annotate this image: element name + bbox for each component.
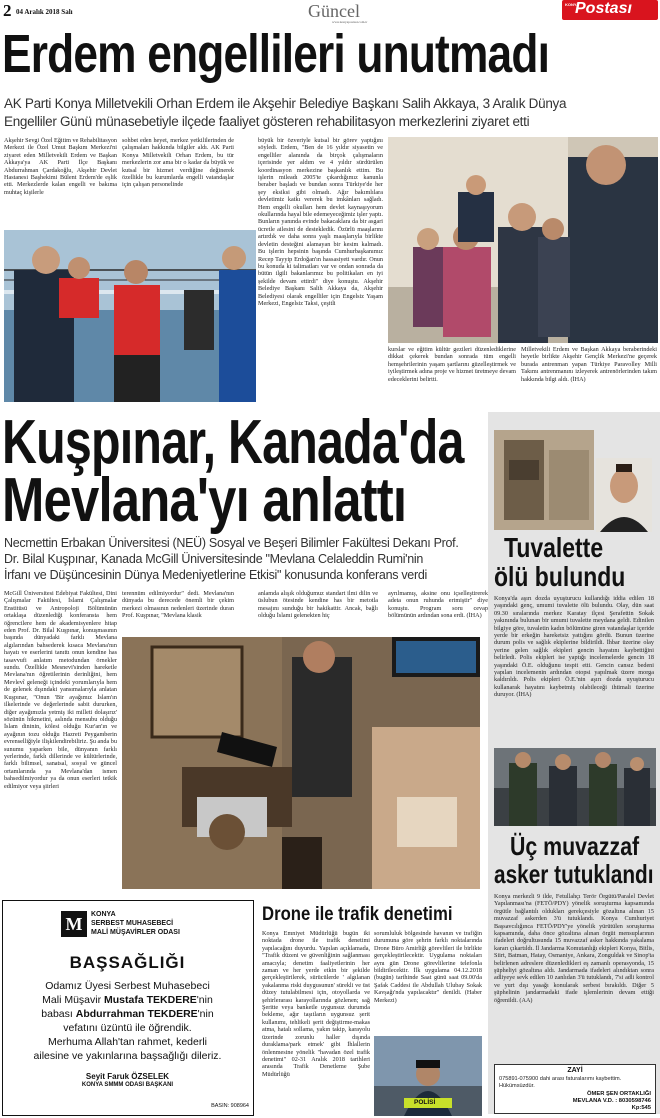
page-header xyxy=(0,0,660,22)
condolence-signer-title: KONYA SMMM ODASI BAŞKANI xyxy=(81,1082,174,1088)
zayi-company: ÖMER ŞEN ORTAKLIĞI xyxy=(587,1091,651,1097)
smmm-logo: M xyxy=(61,911,87,937)
article2-col1: McGill Üniversitesi Edebiyat Fakültesi, Dini Çalışmalar Fakültesi, İslami Çalışmalar Enstitüsü ve Antropoloji Bölümünün ortaklaşa düzenlediği konferansta hem öğrencilere hem de akademisyenlere hitap eden Prof. Dr. Bilal Kuşpınar, konuşmasının başında dünyadaki farklı Mevlana algılarından bahsederek kısaca Mevlana'nın hayatı ve eserlerini tanıttı onun kendine has tasavvufi anlatım metodundan örnekler sundu. Özellikle Mesnevi'sinden hareketle Mevlana'nın öğretilerinin derinliğini, hem Mevlevî geleneği içindeki yorumlarıyla hem de gelenek dışındaki yansımalarıyla anlatan Kuşpınar, "Onun 'Bir ayağımız İslam'ın ilkelerinde ve değerlerinde sabit dururken, diğer ayağımızla yetmiş iki milleti dolaşırız' sözünün hikmetini, aslında mensubu olduğu İslam dininin, kölesi olduğu Kur'an'ın ve ayağının tozu olduğu Hazreti Peygamberin evrenselliğiyle ilişkilendirebiliriz. Şu anda bu sunumu yaparken bile, dünyanın farklı yerlerinde, farklı dillerinde ve kültürlerinde, farklı bilimsel, sanatsal, sosyal ve güncel ortamlarında ya Mevlana'dan ismen bahsedilmiyordur ya da onun eserleri tetkik edilmiyor veya şiirleri xyxy=(4,590,117,790)
zayi-text: 075891-075900 dahi arası faturalarımı kaybettim. Hükümsüzdür. xyxy=(499,1076,622,1089)
condolence-line3 xyxy=(3,1008,252,1020)
article1-col1: Akşehir Sevgi Özel Eğitim ve Rehabilitasyon Merkezi ile Özel Umut Başkım Merkezi'ni ziyaret eden Milletvekili Erdem ve Başkan Akkaya'ya AK Parti İlçe Başkanı Abdurrahman Çardakoğlu, Akşehir Devlet Hastanesi Başhekimi Bülent Erdem'de eşlik etti. Merkezlerde kalan engelli ve bakıma muhtaç kişilerle xyxy=(4,137,117,196)
photo-toilet-scene xyxy=(494,430,594,530)
basin-code: BASIN: 908964 xyxy=(211,1103,249,1109)
condolence-line6: ailesine ve yakınlarına başsağlığı dileriz. xyxy=(33,1050,222,1062)
photo-volleyball-handshake xyxy=(4,230,256,402)
article2-col2: terennüm edilmiyordur" dedi. Mevlana'nın dünyada bu derecede önemli bir çekim merkezi olmasının nedenleri üzerinde duran Prof. Kuşpınar, "Mevlana klasik xyxy=(122,590,234,620)
article3-headline: Drone ile trafik denetimi xyxy=(262,904,453,925)
org-line3: MALİ MÜŞAVİRLER ODASI xyxy=(91,929,180,936)
org-line2: SERBEST MUHASEBECİ xyxy=(91,920,174,927)
photo-conference-speaker xyxy=(122,637,480,889)
police-label: POLİSİ xyxy=(414,1099,436,1106)
sidebar-headline2-line2: asker tutuklandı xyxy=(494,859,654,889)
article1-headline: Erdem engellileri unutmadı xyxy=(2,24,550,84)
article3-col1: Konya Emniyet Müdürlüğü bugün iki noktada drone ile trafik denetimi yapılacağını duyurdu. Yapılan açıklamada, "Trafik düzeni ve güvenliğinin sağlanması amacıyla; denetim faaliyetlerinin her zaman ve her yerde etkin bir şekilde gerçekleştirilerek, sürücülerde ' algılanan yakalanma riski duygusunun' sürekli ve üst düzey tutulabilmesi için, otoyollarda ve şehirlerarası karayollarında gözlenen; sağ Şeritte veya banketle uygunsuz durumda bekleme, ağır taşıtların uygunsuz şerit kullanımı, tehlikeli şerit değiştirme-makas atma, hatalı sollama, yakın takip, karayolu üzerinde zorunlu haller dışında duraklama/park etmek' gibi İhlallerin önlenmesine yönelik "havadan özel trafik denetimi" 02-31 Aralık 2018 tarihleri arasında Trafik Denetleme Şube Müdürlüğü xyxy=(262,930,370,1078)
line2-name: Mustafa TEKDERE xyxy=(104,994,197,1006)
condolence-line1: Odamız Üyesi Serbest Muhasebeci xyxy=(45,980,210,992)
article1-deck-line2: Engelliler Günü münasebetiyle ilçede faaliyet gösteren rehabilitasyon merkezlerini ziyaret etti xyxy=(4,114,530,129)
brand-small-text: KONYA xyxy=(565,2,580,7)
zayi-notice xyxy=(494,1064,656,1114)
article3-col2: sorumluluk bölgesinde havanın ve trafiğin durumuna göre şehrin farklı noktalarında Drone Büro Amirliği görevlileri ile birlikte gerçekleştirilecektir. Uygulama noktaları aynı gün Drone görevlilerine telefonla bildirilecektir. İlk uygulama 04.12.2018 (bugün) tarihinde Saat günü saat 09.00'da Şafak Caddesi ile Abdullah Ulubay Sokak Kavşağı'nda yapılacaktır" denildi. (Haber Merkezi) xyxy=(374,930,482,1004)
section-title: Güncel xyxy=(308,1,360,21)
zayi-vd: MEVLANA V.D. : 8030598746 xyxy=(572,1098,651,1104)
line2-suffix: 'nin xyxy=(196,994,213,1006)
zayi-kp: Kp:545 xyxy=(631,1105,651,1111)
line3-suffix: 'nin xyxy=(197,1008,214,1020)
condolence-signer: Seyit Faruk ÖZSELEK xyxy=(85,1072,170,1081)
sidebar-headline2-line1: Üç muvazzaf xyxy=(510,831,640,861)
condolence-title: BAŞSAĞLIĞI xyxy=(69,953,186,972)
article1-col5: Milletvekili Erdem ve Başkan Akkaya beraberindeki heyetle birlikte Akşehir Gençlik Merkezi'ne geçerek burada antrenman yapan Türkiye Paravolley Milli Takımı antrenmanını izleyerek antrenörlerinden takım hakkında bilgi aldı. (İHA) xyxy=(521,346,657,383)
article2-deck-line2: Dr. Bilal Kuşpınar, Kanada McGill Üniversitesinde "Mevlana Celaleddin Rumi'nin xyxy=(4,552,424,566)
article2-headline-line1: Kuşpınar, Kanada'da xyxy=(2,408,464,477)
brand-logo xyxy=(562,0,658,20)
line3-prefix: babası xyxy=(41,1008,76,1020)
sidebar-headline1-line1: Tuvalette xyxy=(504,532,604,563)
condolence-line5: Merhuma Allah'tan rahmet, kederli xyxy=(48,1036,207,1048)
photo-drone-police xyxy=(374,1036,482,1116)
org-line1: KONYA xyxy=(91,911,116,918)
photo-group-visit xyxy=(388,137,658,343)
article2-deck-line1: Necmettin Erbakan Üniversitesi (NEÜ) Sosyal ve Beşeri Bilimler Fakültesi Dekanı Prof. xyxy=(4,536,459,550)
article1-col2: sohbet eden heyet, merkez yetkililerinden de çalışmaları hakkında bilgiler aldı. AK Parti Konya Milletvekili Orhan Erdem, bu tür merkezlerin zor ama bir o kadar da büyük ve kutsal bir hizmet verdiğine değinerek özellikle bu kurumlarda engelli vatandaşlar için çalışan personelinde xyxy=(122,137,234,189)
line2-prefix: Mali Müşavir xyxy=(42,994,105,1006)
article2-col3: anlamda alışık olduğumuz standart ilmi dilin ve üslubun ötesinde kendine has bir metotla mesajını sunduğu bir hakikattir. Ancak, bağlı olduğu İslami gelenekten hiç xyxy=(258,590,378,620)
page-number: 2 xyxy=(3,1,12,20)
article2-deck-line3: İrfanı ve Düşüncesinin Dünya Medeniyetlerine Etkisi" konusunda konferans verdi xyxy=(4,568,427,582)
sidebar-headline1-line2: ölü bulundu xyxy=(494,561,626,592)
sidebar-body1: Konya'da aşırı dozda uyuşturucu kullandığı iddia edilen 18 yaşındaki genç, umumi tuvalette ölü bulundu. Olay, dün saat 09.30 sıralarında merkez Karatay ilçesi Şerafettin Sokak yakınında bulunan bir umumi tuvalette meydana geldi. Edinilen bilgiye göre, tuvaletin kadın bölümüne giren vatandaşlar içeride yerde bir erkeğin hareketsiz yattığını gördü. Bunun üzerine durum polis ve sağlık ekiplerine bildirildi. İhbar üzerine olay yerine gelen sağlık ekipleri gencin hayatını kaybettiğini belirledi. Polis ekipleri ise yaptığı incelemelerde gencin 18 yaşındaki Ö.E. olduğunu tespit etti. Gencin cansız bedeni yapılan incelemenin ardından otopsi yapılmak üzere morga kaldırıldı. Polis ekipleri Ö.E.'nin aşırı dozda uyuşturucu kullanarak hayatını kaybetmiş olabileceği ihtimali üzerine duruyor. (İHA) xyxy=(494,595,654,699)
article2-col4: ayrılmamış, aksine onu içselleştirerek adeta onun ruhunda erimiştir" diye konuştu. Program soru cevap bölümünün ardından sona erdi. (İHA) xyxy=(388,590,488,620)
article2-headline-line2: Mevlana'yı anlattı xyxy=(2,466,407,535)
condolence-ad xyxy=(2,900,254,1116)
article1-deck-line1: AK Parti Konya Milletvekili Orhan Erdem ile Akşehir Belediye Başkanı Salih Akkaya, 3 Aralık Dünya xyxy=(4,96,567,111)
brand-text: Postası xyxy=(575,0,632,17)
site-url: www.konyapostasi.com.tr xyxy=(332,20,368,24)
condolence-line2 xyxy=(3,994,252,1006)
article1-col4: kurslar ve eğitim kültür gezileri düzenlediklerine dikkat çekerek bundan sonrada tüm engelli hemşehrilerinin yaşam şartlarını güzelleştirmek ve iyileştirmek adına proje ve hizmet üretmeye devam edeceklerini belirtti. xyxy=(388,346,516,383)
photo-victim-portrait xyxy=(596,458,652,532)
zayi-title: ZAYİ xyxy=(567,1067,583,1074)
condolence-line4: vefatını üzüntü ile öğrendik. xyxy=(63,1022,192,1034)
line3-name: Abdurrahman TEKDERE xyxy=(75,1008,198,1020)
article1-col3: büyük bir özveriyle kutsal bir görev yaptığını söyledi. Erdem, "Ben de 16 yıldır siyasetin ve engelliler alanında da birçok çalışmaların içerisinde yer aldım ve 4 yıldır sürdürülen koordinasyon merkezine başkanlık ettim. Bu işlerin mileadı 2005'te çıkardığımız kanunla beraber başladı ve bundan sonra Türkiye'de her şey eksiksi gibi olmadı. Ağır bakımlılara devletimiz katkı vererek bu imkânları sağladı. Hem engelli okulları hem devlet kaynaşıyorum okullarında hayal bile edemeyeceğimiz işler yaptı. Bunların yanında evinde bakacaklara da bir asgari ücretle ailesini de destekledik. Özürlü maaşlarını artırdık ve daha sonra yaşlı maaşlarıyla birlikte devletin desteğini alamayan bir kesim kalmadı. Bu işlerin hepsinin başında Cumhurbaşkanımız Recep Tayyip Erdoğan'ın hassasiyeti vardır. Onun bu konuda ki talimatları var ve ondan sonrada da bütün ilgili bakanlarımız bu politikaları en iyi şekilde devam ettirdi" diye konuştu. Akşehir Belediye Başkanı Salih Akkaya da, Akşehir Belediyesi olarak engelliler için Engelsiz Yaşam Merkezi, Engelsiz Taksi, çeşitli xyxy=(258,137,383,307)
photo-soldiers-arrested xyxy=(494,748,656,826)
sidebar-body2: Konya merkezli 9 ilde, Fetullahçı Terör Örgütü/Paralel Devlet Yapılanması'na (FETÖ/PDY) yönelik soruşturma kapsamında örgütle bağlantılı oldukları gerekçesiyle gözaltına alınan 15 muvazzaf askerden 3'ü tutuklandı. Konya Cumhuriyet Başsavcılığınca FETÖ/PDY'ye yönelik yürütülen soruşturma kapsamında, daha önce gözaltına alınan örgüt mensuplarının ifadeleri doğrultusunda 15 muvazzaf asker hakkında yakalama kararı çıkartıldı. İl Jandarma Komutanlığı ekipleri Konya, Bitlis, Siirt, Batman, Hatay, Osmaniye, Ankara, Zonguldak ve Sinop'ta belirlenen adreslere düzenledikleri eş zamanlı operasyonda, 15 şüpheliyi gözaltına aldı. Jandarmada ifadeleri alındıktan sonra adliyeye sevk edilen 10 zanlıdan 3'ü tutuklandı, 7'si adli kontrol ve yurt dışı yasağı konularak serbest bırakıldı. Diğer 5 şüphelinin jandarmadaki ifade işlemlerinin devam ettiği öğrenildi. (AA) xyxy=(494,893,654,1004)
header-date: 04 Aralık 2018 Salı xyxy=(16,8,73,16)
